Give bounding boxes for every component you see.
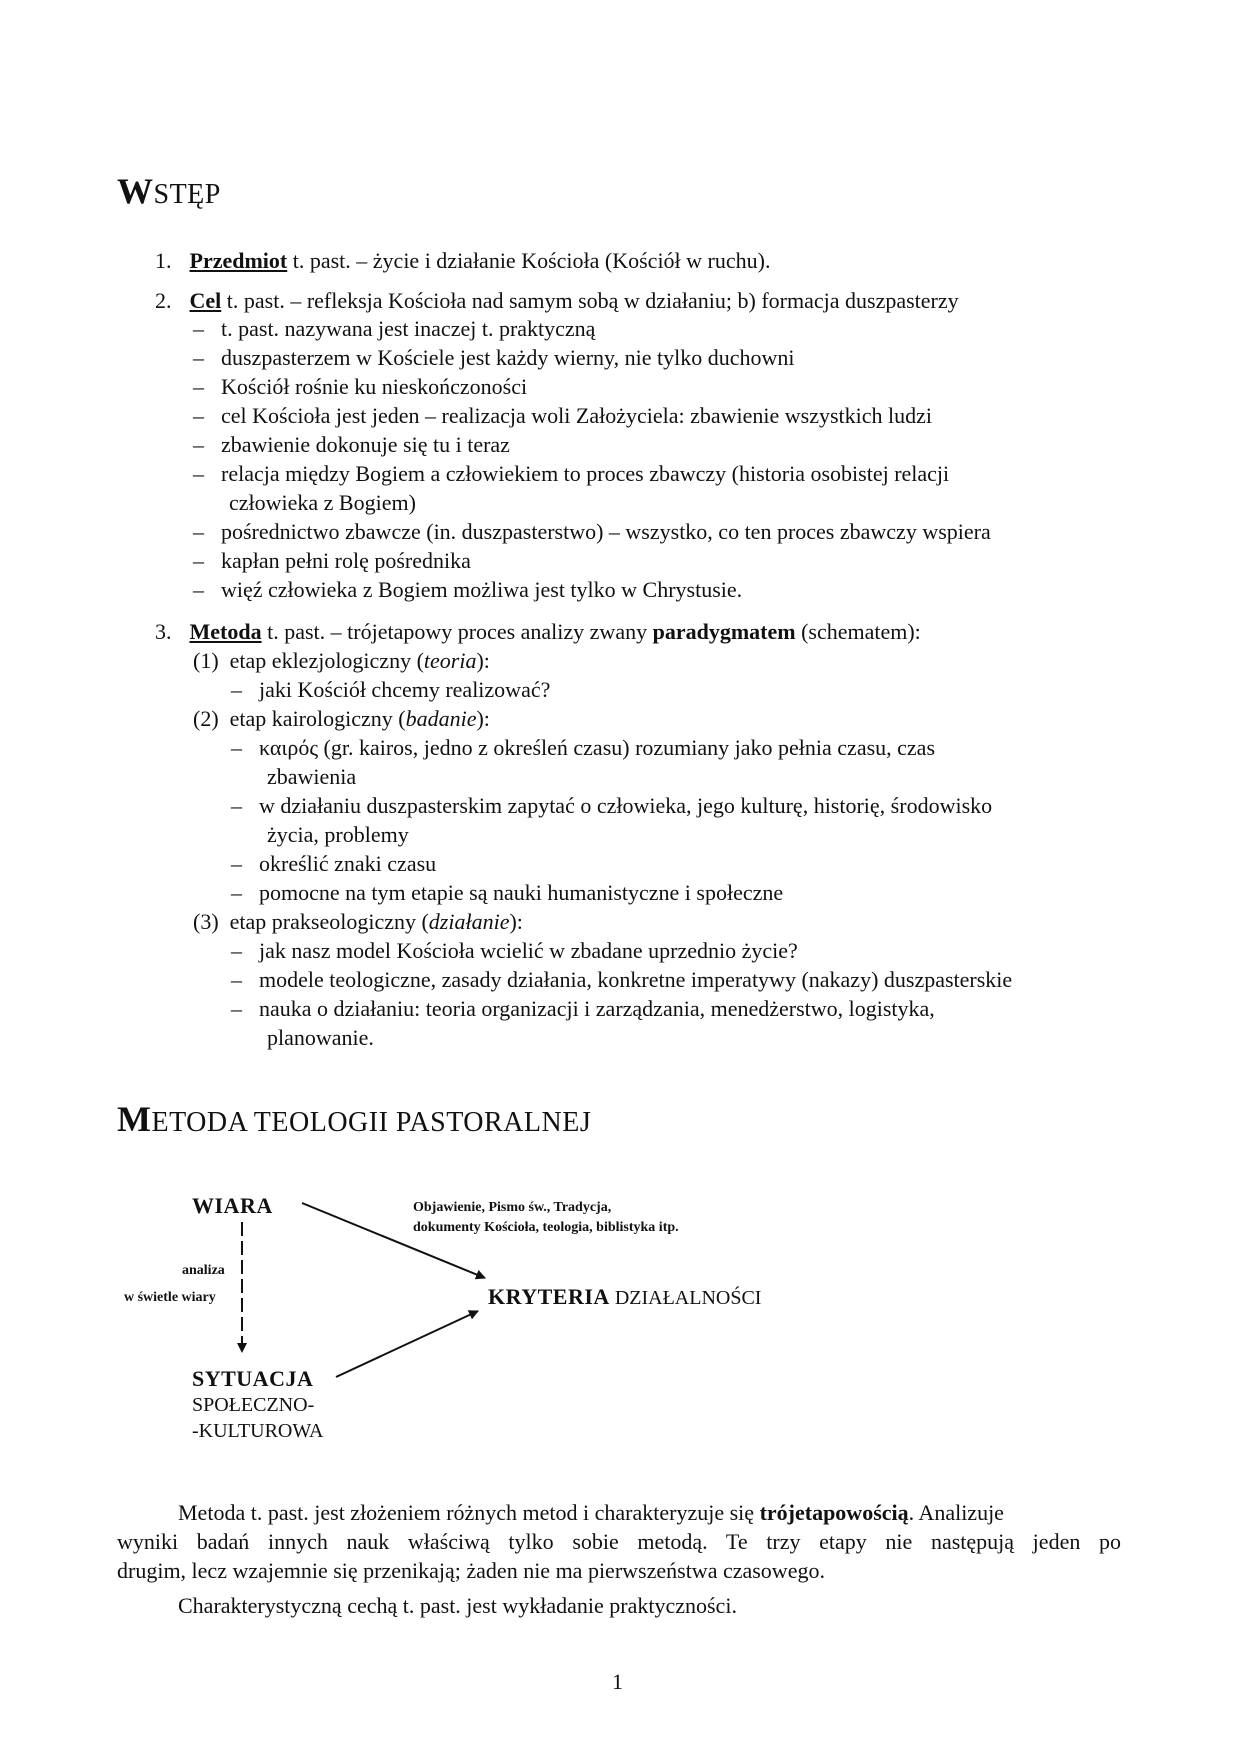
heading-rest: STĘP <box>153 179 221 210</box>
bold-term: paradygmatem <box>652 619 796 644</box>
diagram-kryteria: KRYTERIA DZIAŁALNOŚCI <box>488 1284 762 1309</box>
bullet: – w działaniu duszpasterskim zapytać o człowieka, jego kulturę, historię, środowisko <box>231 793 993 818</box>
list-item-metoda: 3. Metoda t. past. – trójetapowy proces analizy zwany paradygmatem (schematem): <box>155 619 921 644</box>
bullet-continuation: planowanie. <box>267 1025 374 1050</box>
bullet-continuation: człowieka z Bogiem) <box>229 490 416 515</box>
arrow-sytuacja-kryteria <box>336 1311 478 1377</box>
item-term: Przedmiot <box>189 248 288 273</box>
diagram-sources-2: dokumenty Kościoła, teologia, biblistyka itp. <box>413 1220 679 1235</box>
stage-3: (3) etap prakseologiczny (działanie): <box>193 909 523 934</box>
paragraph-1-line-3: drugim, lecz wzajemnie się przenikają; żaden nie ma pierwszeństwa czasowego. <box>117 1558 825 1583</box>
bullet: – kapłan pełni rolę pośrednika <box>193 548 471 573</box>
bullet: – zbawienie dokonuje się tu i teraz <box>193 432 510 457</box>
paragraph-1-line-1: Metoda t. past. jest złożeniem różnych metod i charakteryzuje się trójetapowością. Analizuje <box>178 1500 1004 1525</box>
item-number: 3. <box>155 619 172 644</box>
stage-2: (2) etap kairologiczny (badanie): <box>193 706 490 731</box>
page-number: 1 <box>612 1669 623 1694</box>
bullet: – pośrednictwo zbawcze (in. duszpasterstwo) – wszystko, co ten proces zbawczy wspiera <box>193 519 991 544</box>
item-number: 1. <box>155 248 172 273</box>
bullet: – t. past. nazywana jest inaczej t. praktyczną <box>193 316 596 341</box>
bullet: – jaki Kościół chcemy realizować? <box>231 677 551 702</box>
bullet: – duszpasterzem w Kościele jest każdy wierny, nie tylko duchowni <box>193 345 795 370</box>
bullet: – jak nasz model Kościoła wcielić w zbadane uprzednio życie? <box>231 938 798 963</box>
item-term: Cel <box>189 288 222 313</box>
bullet-continuation: życia, problemy <box>267 822 409 847</box>
diagram-analysis-1: analiza <box>182 1263 225 1278</box>
bullet: – cel Kościoła jest jeden – realizacja woli Założyciela: zbawienie wszystkich ludzi <box>193 403 933 428</box>
bullet: – pomocne na tym etapie są nauki humanistyczne i społeczne <box>231 880 784 905</box>
bullet: – relacja między Bogiem a człowiekiem to proces zbawczy (historia osobistej relacji <box>193 461 950 486</box>
bullet: – więź człowieka z Bogiem możliwa jest tylko w Chrystusie. <box>193 577 743 602</box>
diagram-wiara: WIARA <box>192 1193 273 1218</box>
item-number: 2. <box>155 288 172 313</box>
heading-initial: W <box>117 171 154 211</box>
paragraph-1-line-2: wyniki badań innych nauk właściwą tylko sobie metodą. Te trzy etapy nie następują jeden po <box>117 1529 1121 1554</box>
stage-1: (1) etap eklezjologiczny (teoria): <box>193 648 490 673</box>
heading-rest: ETODA TEOLOGII PASTORALNEJ <box>151 1107 592 1138</box>
bullet: – Kościół rośnie ku nieskończoności <box>193 374 528 399</box>
diagram-sources-1: Objawienie, Pismo św., Tradycja, <box>413 1200 612 1215</box>
bullet: – nauka o działaniu: teoria organizacji i zarządzania, menedżerstwo, logistyka, <box>231 996 935 1021</box>
item-text: t. past. – życie i działanie Kościoła (Kościół w ruchu). <box>287 248 771 273</box>
diagram-sytuacja-line2: SPOŁECZNO- <box>192 1394 315 1416</box>
bold-term: trójetapowością <box>759 1500 909 1525</box>
diagram-sytuacja: SYTUACJA <box>192 1366 314 1391</box>
bullet: – modele teologiczne, zasady działania, konkretne imperatywy (nakazy) duszpasterskie <box>231 967 1013 992</box>
item-term: Metoda <box>189 619 262 644</box>
item-text: t. past. – refleksja Kościoła nad samym sobą w działaniu; b) formacja duszpasterzy <box>221 288 959 313</box>
bullet-continuation: zbawienia <box>267 764 357 789</box>
bullet: – określić znaki czasu <box>231 851 437 876</box>
heading-initial: M <box>117 1099 152 1139</box>
diagram-analysis-2: w świetle wiary <box>124 1290 216 1305</box>
bullet: – καιρός (gr. kairos, jedno z określeń czasu) rozumiany jako pełnia czasu, czas <box>231 735 936 760</box>
paragraph-2: Charakterystyczną cechą t. past. jest wykładanie praktyczności. <box>178 1593 737 1618</box>
diagram-sytuacja-line3: -KULTUROWA <box>192 1420 324 1442</box>
